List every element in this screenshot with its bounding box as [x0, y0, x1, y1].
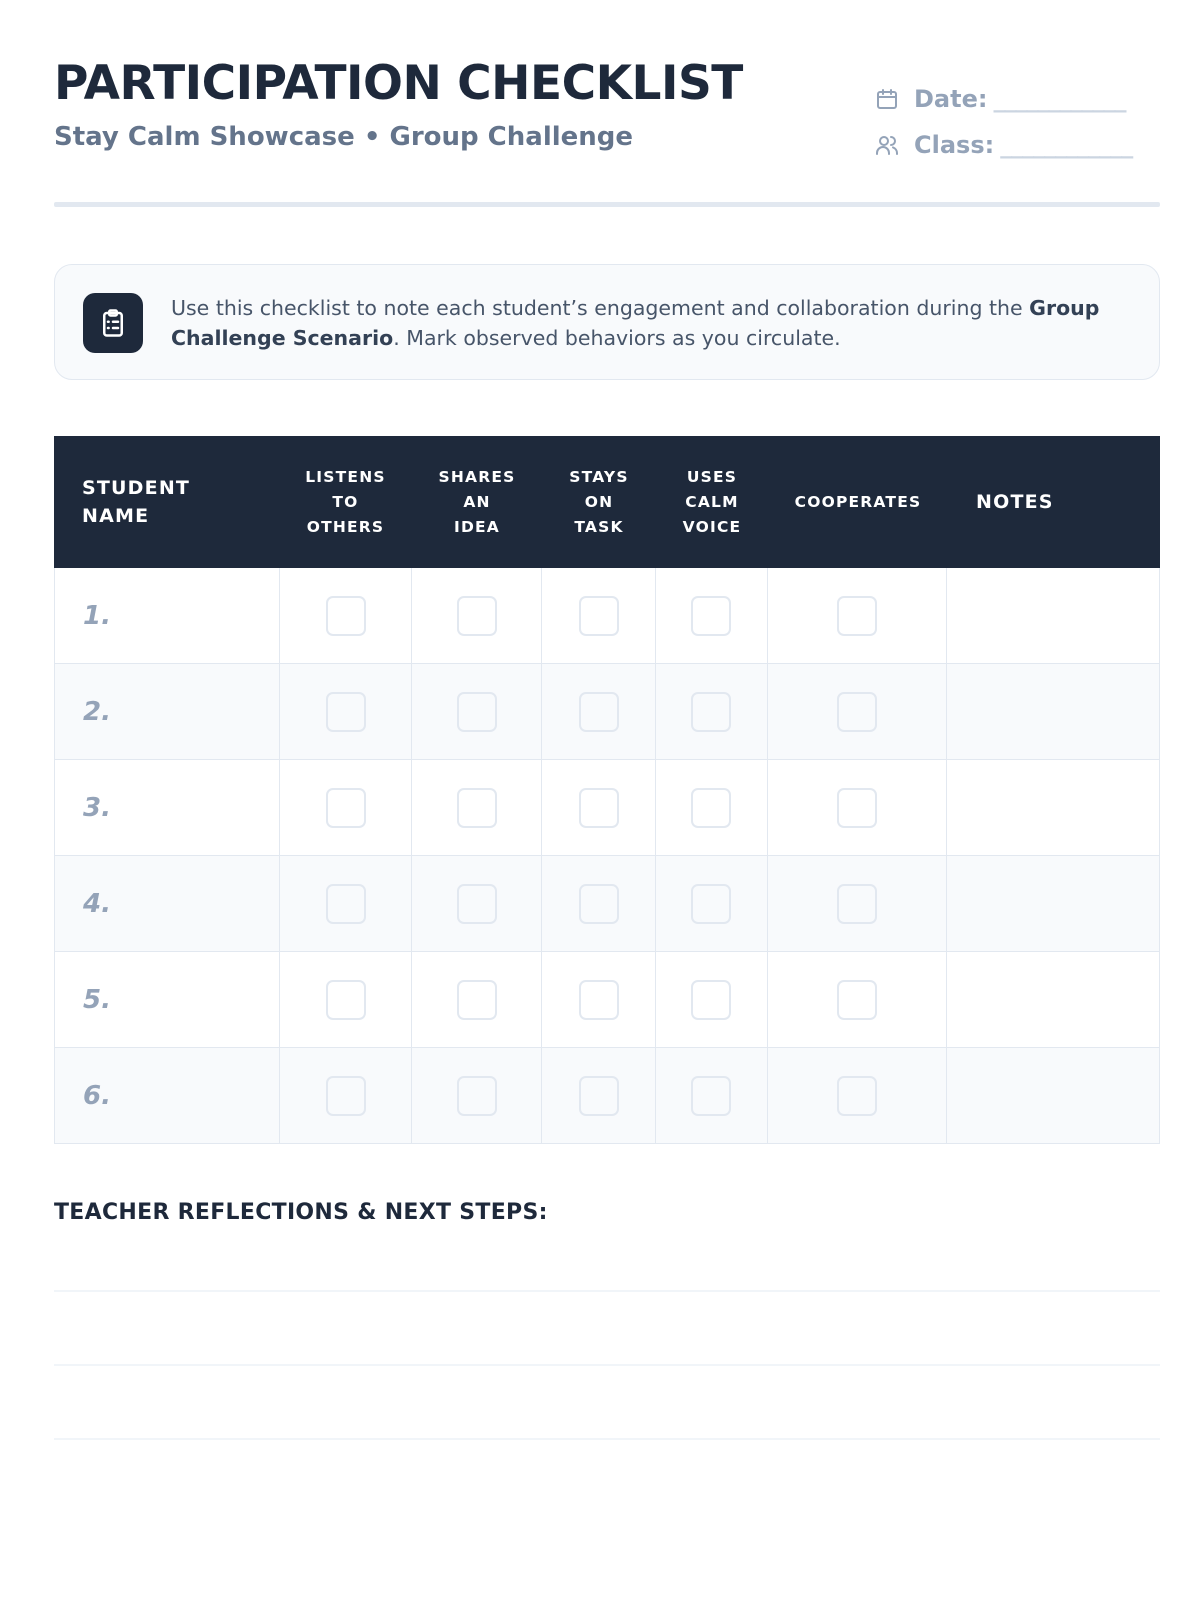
checkbox-cell — [542, 760, 656, 855]
notes-cell[interactable] — [947, 664, 1159, 759]
notes-cell[interactable] — [947, 952, 1159, 1047]
instructions-box — [54, 264, 1160, 380]
header-line: OTHERS — [306, 517, 385, 536]
checkbox-cell — [280, 1048, 413, 1143]
checkbox-listens[interactable] — [326, 596, 366, 636]
checkbox-cell — [412, 568, 542, 663]
date-blank: ____________ — [993, 85, 1126, 113]
checkbox-cell — [542, 664, 656, 759]
checkbox-cell — [542, 568, 656, 663]
header-line: ON — [584, 492, 614, 511]
student-name-cell[interactable] — [55, 664, 280, 759]
checkbox-cell — [542, 856, 656, 951]
checkbox-calm-voice[interactable] — [691, 692, 731, 732]
header-line: NOTES — [976, 490, 1054, 513]
column-header-student-name — [54, 436, 279, 568]
student-name-cell[interactable] — [55, 568, 280, 663]
checkbox-shares[interactable] — [457, 884, 497, 924]
date-label: Date: — [914, 85, 988, 113]
checkbox-cooperates[interactable] — [837, 692, 877, 732]
checkbox-cell — [280, 568, 413, 663]
checkbox-cell — [412, 856, 542, 951]
checkbox-calm-voice[interactable] — [691, 980, 731, 1020]
users-icon — [874, 132, 900, 158]
row-number: 6. — [83, 1080, 111, 1111]
checkbox-cell — [768, 568, 948, 663]
instructions-text-bold: Group Challenge Scenario — [171, 296, 1100, 350]
notes-cell[interactable] — [947, 760, 1159, 855]
table-row — [55, 856, 1159, 952]
table-row — [55, 1048, 1159, 1144]
checkbox-stays-on-task[interactable] — [579, 596, 619, 636]
checkbox-calm-voice[interactable] — [691, 884, 731, 924]
checkbox-cell — [656, 856, 768, 951]
student-name-cell[interactable] — [55, 1048, 280, 1143]
header-line: USES — [686, 467, 738, 486]
notes-cell[interactable] — [947, 1048, 1159, 1143]
checkbox-cell — [768, 952, 948, 1047]
page-title: PARTICIPATION CHECKLIST — [54, 56, 743, 111]
checkbox-cell — [542, 1048, 656, 1143]
checkbox-cell — [412, 664, 542, 759]
header — [54, 56, 1160, 206]
page-subtitle: Stay Calm Showcase • Group Challenge — [54, 122, 634, 152]
reflection-line[interactable] — [54, 1290, 1160, 1292]
calendar-icon — [874, 86, 900, 112]
reflection-line[interactable] — [54, 1438, 1160, 1440]
row-number: 4. — [83, 888, 111, 919]
checkbox-shares[interactable] — [457, 980, 497, 1020]
header-line: AN — [463, 492, 491, 511]
header-line: CALM — [685, 492, 739, 511]
student-name-cell[interactable] — [55, 760, 280, 855]
checkbox-cell — [656, 664, 768, 759]
notes-cell[interactable] — [947, 856, 1159, 951]
checkbox-cell — [768, 760, 948, 855]
header-divider — [54, 202, 1160, 207]
table-header — [54, 436, 1160, 568]
table-body — [54, 568, 1160, 1144]
row-number: 3. — [83, 792, 111, 823]
meta-fields — [874, 76, 1160, 168]
checkbox-cell — [656, 568, 768, 663]
checkbox-stays-on-task[interactable] — [579, 788, 619, 828]
reflections-title: TEACHER REFLECTIONS & NEXT STEPS: — [54, 1200, 548, 1225]
table-row — [55, 664, 1159, 760]
checkbox-cooperates[interactable] — [837, 788, 877, 828]
header-line: STAYS — [569, 467, 629, 486]
checkbox-cooperates[interactable] — [837, 980, 877, 1020]
checkbox-cooperates[interactable] — [837, 596, 877, 636]
header-line: TASK — [574, 517, 624, 536]
checkbox-cooperates[interactable] — [837, 884, 877, 924]
checkbox-cell — [768, 856, 948, 951]
checkbox-calm-voice[interactable] — [691, 788, 731, 828]
checkbox-cooperates[interactable] — [837, 1076, 877, 1116]
checkbox-stays-on-task[interactable] — [579, 1076, 619, 1116]
instructions-text-part: Use this checklist to note each student’s engagement and collaboration during the — [171, 296, 1030, 320]
checkbox-shares[interactable] — [457, 1076, 497, 1116]
checkbox-cell — [768, 1048, 948, 1143]
header-line: TO — [332, 492, 359, 511]
class-blank: ____________ — [1000, 131, 1133, 159]
student-name-cell[interactable] — [55, 856, 280, 951]
instructions-text — [171, 293, 1131, 353]
checkbox-cell — [280, 856, 413, 951]
header-line: STUDENT — [82, 477, 191, 499]
checkbox-calm-voice[interactable] — [691, 596, 731, 636]
column-header-shares — [412, 436, 542, 568]
worksheet-page — [54, 0, 1160, 1600]
table-row — [55, 952, 1159, 1048]
table-row — [55, 568, 1159, 664]
header-line: VOICE — [682, 517, 742, 536]
checkbox-listens[interactable] — [326, 692, 366, 732]
checkbox-shares[interactable] — [457, 692, 497, 732]
header-line: NAME — [82, 505, 150, 527]
checkbox-cell — [656, 1048, 768, 1143]
checkbox-cell — [412, 952, 542, 1047]
checkbox-listens[interactable] — [326, 884, 366, 924]
column-header-listens — [279, 436, 412, 568]
checkbox-listens[interactable] — [326, 980, 366, 1020]
row-number: 5. — [83, 984, 111, 1015]
checkbox-calm-voice[interactable] — [691, 1076, 731, 1116]
checkbox-shares[interactable] — [457, 788, 497, 828]
header-line: LISTENS — [305, 467, 386, 486]
checkbox-stays-on-task[interactable] — [579, 692, 619, 732]
checkbox-cell — [656, 952, 768, 1047]
checkbox-listens[interactable] — [326, 1076, 366, 1116]
checkbox-cell — [280, 664, 413, 759]
column-header-stays-on-task — [542, 436, 656, 568]
checkbox-cell — [542, 952, 656, 1047]
checkbox-cell — [412, 760, 542, 855]
class-field[interactable] — [874, 122, 1160, 168]
clipboard-icon — [83, 293, 143, 353]
column-header-calm-voice — [656, 436, 768, 568]
checkbox-shares[interactable] — [457, 596, 497, 636]
checkbox-cell — [280, 952, 413, 1047]
checkbox-stays-on-task[interactable] — [579, 980, 619, 1020]
header-line: SHARES — [438, 467, 516, 486]
checklist-table — [54, 436, 1160, 1144]
header-line: IDEA — [453, 517, 501, 536]
row-number: 1. — [83, 600, 111, 631]
class-label: Class: — [914, 131, 995, 159]
checkbox-listens[interactable] — [326, 788, 366, 828]
checkbox-cell — [768, 664, 948, 759]
table-row — [55, 760, 1159, 856]
row-number: 2. — [83, 696, 111, 727]
checkbox-stays-on-task[interactable] — [579, 884, 619, 924]
checkbox-cell — [412, 1048, 542, 1143]
checkbox-cell — [656, 760, 768, 855]
header-line: COOPERATES — [794, 492, 922, 511]
column-header-notes — [948, 436, 1160, 568]
column-header-cooperates — [768, 436, 948, 568]
checkbox-cell — [280, 760, 413, 855]
reflection-line[interactable] — [54, 1364, 1160, 1366]
instructions-text-part: . Mark observed behaviors as you circulate. — [393, 326, 841, 350]
notes-cell[interactable] — [947, 568, 1159, 663]
student-name-cell[interactable] — [55, 952, 280, 1047]
date-field[interactable] — [874, 76, 1160, 122]
